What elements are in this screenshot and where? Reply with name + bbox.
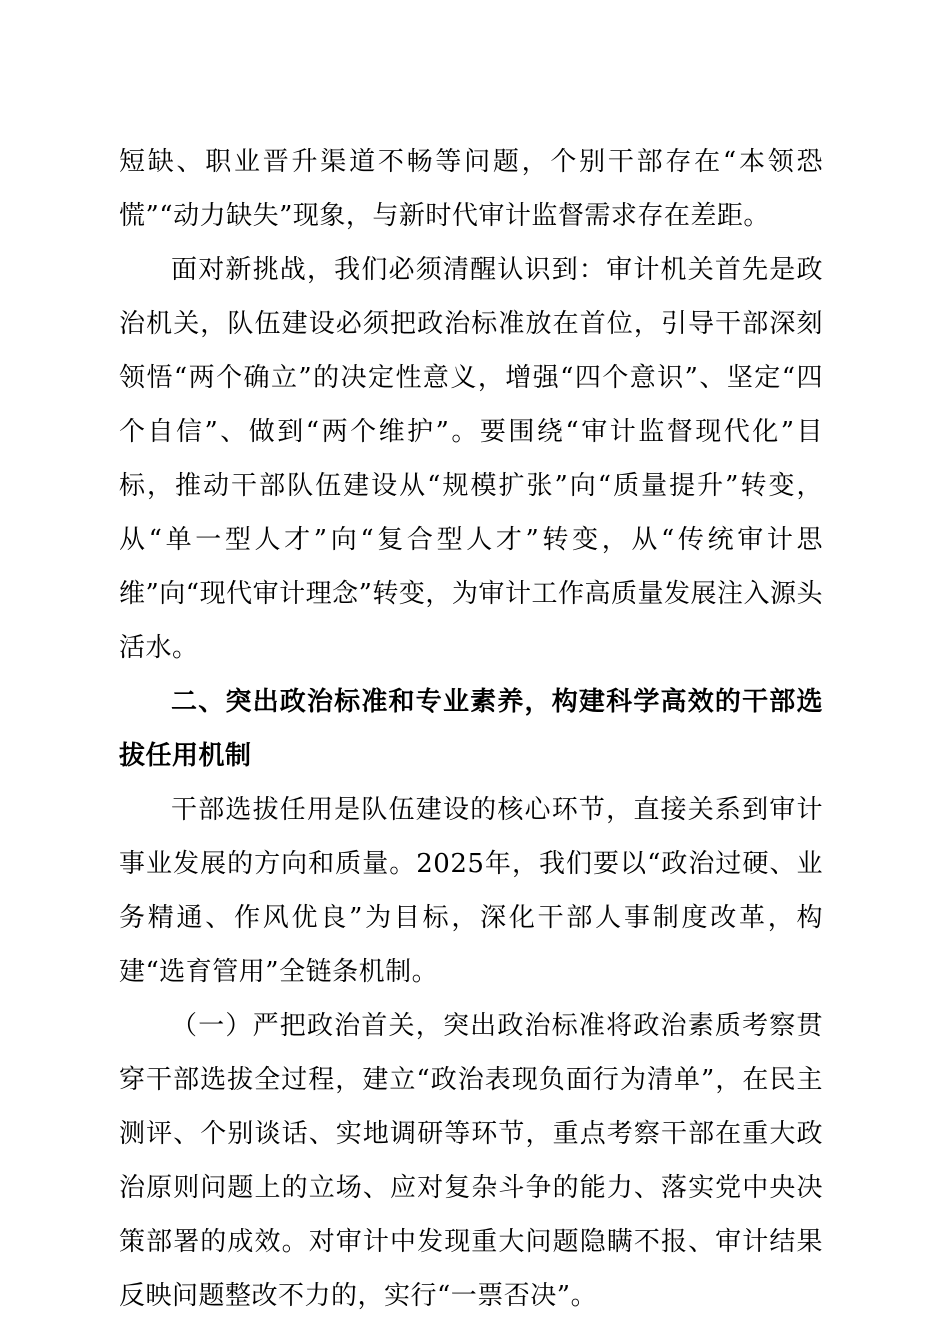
paragraph-new-challenges: 面对新挑战，我们必须清醒认识到：审计机关首先是政治机关，队伍建设必须把政治标准放在首位，引导干部深刻领悟“两个确立”的决定性意义，增强“四个意识”、坚定“四个自信”、做到“两个维护”。要围绕“审计监督现代化”目标，推动干部队伍建设从“规模扩张”向“质量提升”转变，从“单一型人才”向“复合型人才”转变，从“传统审计思维”向“现代审计理念”转变，为审计工作高质量发展注入源头活水。 [119, 255, 823, 663]
paragraph-continued: 短缺、职业晋升渠道不畅等问题，个别干部存在“本领恐慌”“动力缺失”现象，与新时代审计监督需求存在差距。 [119, 147, 823, 231]
paragraph-cadre-selection: 干部选拔任用是队伍建设的核心环节，直接关系到审计事业发展的方向和质量。2025年，我们要以“政治过硬、业务精通、作风优良”为目标，深化干部人事制度改革，构建“选育管用”全链条机制。 [119, 795, 823, 987]
section-heading-2: 二、突出政治标准和专业素养，构建科学高效的干部选拔任用机制 [119, 687, 823, 771]
paragraph-political-checkpoint: （一）严把政治首关，突出政治标准将政治素质考察贯穿干部选拔全过程，建立“政治表现负面行为清单”，在民主测评、个别谈话、实地调研等环节，重点考察干部在重大政治原则问题上的立场、应对复杂斗争的能力、落实党中央决策部署的成效。对审计中发现重大问题隐瞒不报、审计结果反映问题整改不力的，实行“一票否决”。 [119, 1011, 823, 1311]
document-page [119, 135, 823, 1323]
